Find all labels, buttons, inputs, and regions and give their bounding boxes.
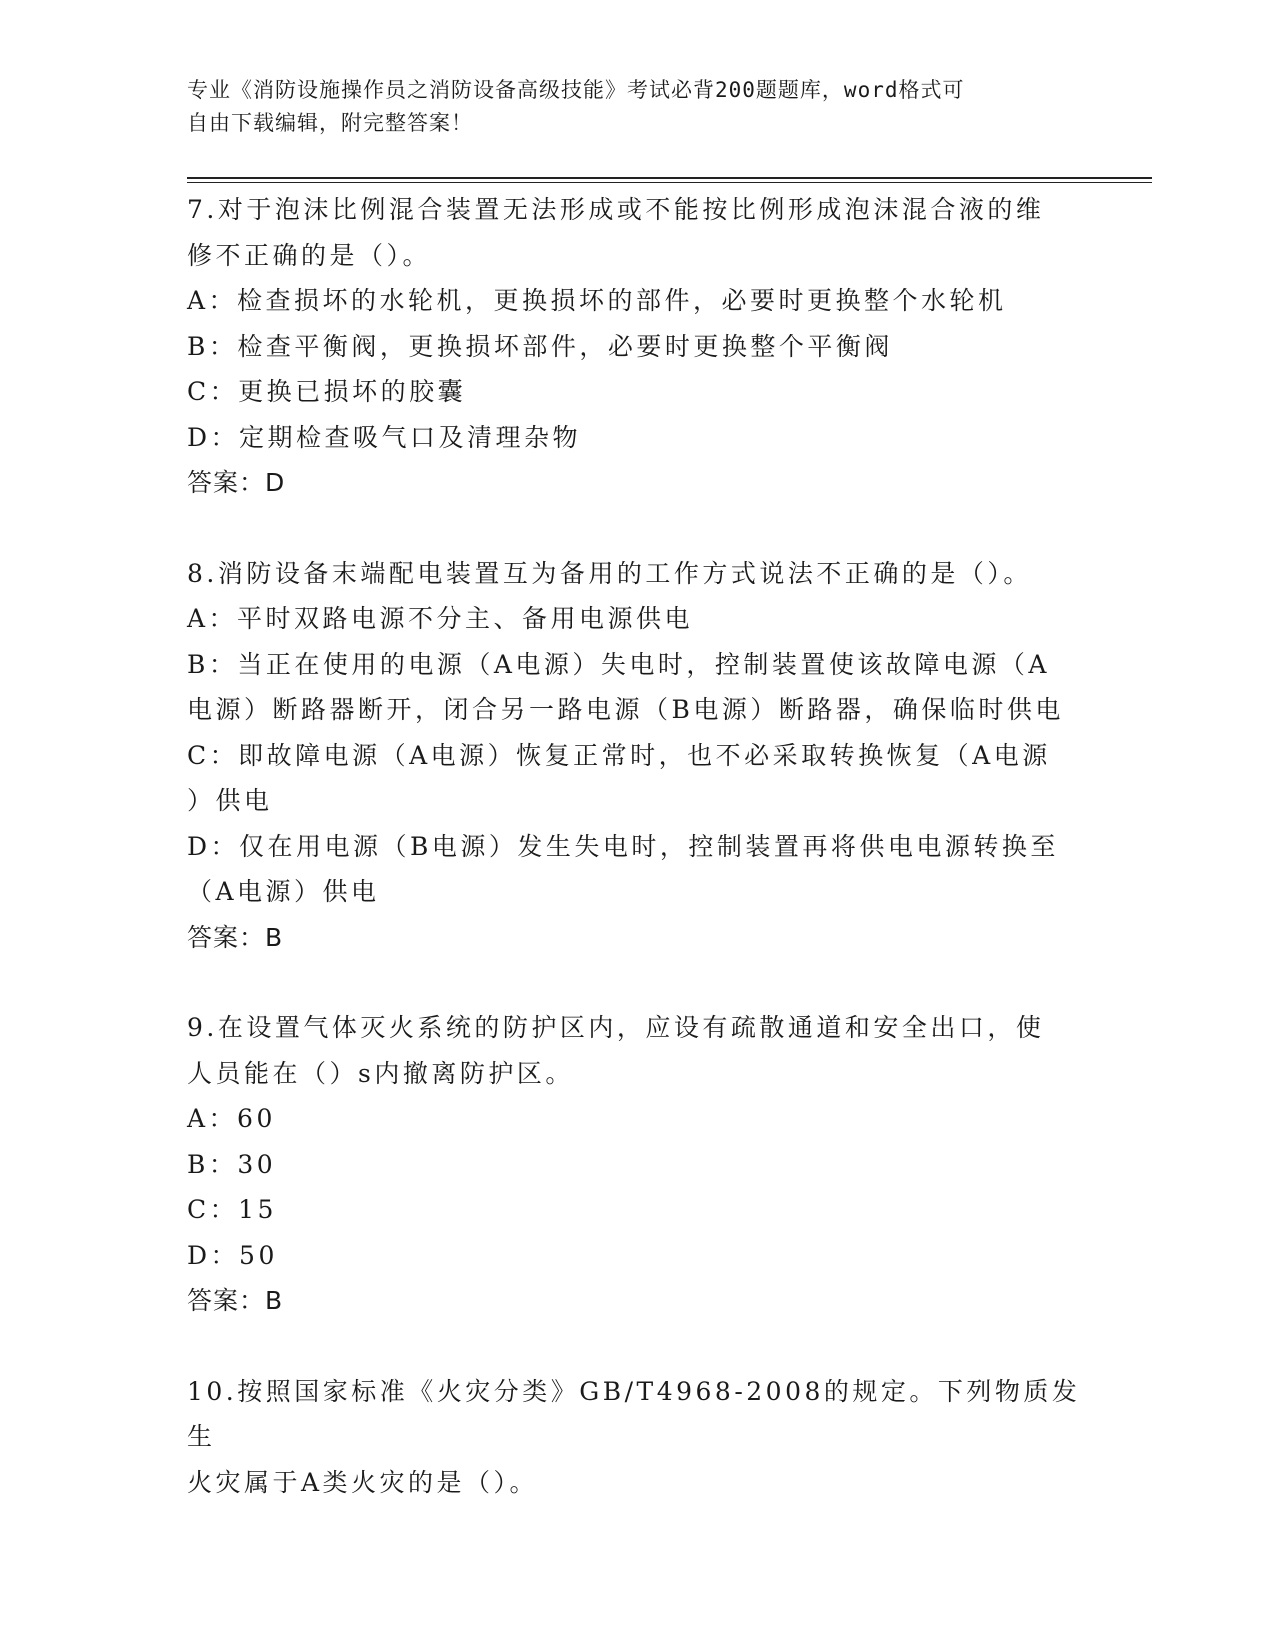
answer-text: 答案：B [187, 922, 284, 952]
question-spacer [187, 1324, 1087, 1369]
option-A [187, 278, 1087, 324]
option-A [187, 1096, 1087, 1142]
document-header [187, 74, 1067, 140]
option-line: A：检查损坏的水轮机，更换损坏的部件，必要时更换整个水轮机 [187, 286, 1007, 315]
header-divider-thin [187, 182, 1152, 183]
option-line: ）供电 [187, 786, 273, 815]
question-list [187, 187, 1087, 1505]
header-line-2: 自由下载编辑，附完整答案！ [187, 111, 473, 135]
option-line: 电源）断路器断开，闭合另一路电源（B电源）断路器，确保临时供电 [187, 695, 1064, 724]
question-stem-line: 人员能在（）s内撤离防护区。 [187, 1058, 574, 1088]
option-line: D：50 [187, 1240, 278, 1270]
option-line: C：15 [187, 1195, 277, 1224]
option-line: C：即故障电源（A电源）恢复正常时，也不必采取转换恢复（A电源 [187, 740, 1051, 770]
question-7 [187, 187, 1087, 506]
option-line: D：定期检查吸气口及清理杂物 [187, 422, 582, 452]
header-divider-thick [187, 177, 1152, 179]
question-9 [187, 1005, 1087, 1324]
question-stem-line: 修不正确的是（）。 [187, 240, 432, 270]
question-10 [187, 1369, 1087, 1506]
option-B [187, 324, 1087, 370]
option-line: （A电源）供电 [187, 877, 380, 906]
option-B [187, 642, 1087, 733]
option-C [187, 733, 1087, 824]
option-D [187, 824, 1087, 915]
option-line: A：60 [187, 1104, 276, 1133]
option-line: B：当正在使用的电源（A电源）失电时，控制装置使该故障电源（A [187, 649, 1050, 679]
option-C [187, 1187, 1087, 1233]
question-stem-line: 9.在设置气体灭火系统的防护区内，应设有疏散通道和安全出口，使 [187, 1013, 1045, 1042]
option-line: C：更换已损坏的胶囊 [187, 377, 467, 406]
option-line: A：平时双路电源不分主、备用电源供电 [187, 604, 694, 633]
answer-text: 答案：B [187, 1286, 284, 1315]
option-C [187, 369, 1087, 415]
option-D [187, 415, 1087, 461]
option-B [187, 1142, 1087, 1188]
question-stem-line: 火灾属于A类火灾的是（）。 [187, 1467, 539, 1497]
question-stem-line: 10.按照国家标准《火灾分类》GB/T4968-2008的规定。下列物质发生 [187, 1376, 1081, 1451]
option-line: D：仅在用电源（B电源）发生失电时，控制装置再将供电电源转换至 [187, 831, 1059, 861]
answer-text: 答案：D [187, 468, 286, 497]
question-spacer [187, 506, 1087, 551]
question-stem-line: 7.对于泡沫比例混合装置无法形成或不能按比例形成泡沫混合液的维 [187, 195, 1045, 224]
question-stem-line: 8.消防设备末端配电装置互为备用的工作方式说法不正确的是（）。 [187, 558, 1032, 588]
option-line: B：检查平衡阀，更换损坏部件，必要时更换整个平衡阀 [187, 331, 893, 361]
option-line: B：30 [187, 1149, 277, 1179]
option-D [187, 1233, 1087, 1279]
header-line-1: 专业《消防设施操作员之消防设备高级技能》考试必背200题题库，word格式可 [187, 78, 965, 102]
option-A [187, 596, 1087, 642]
question-8 [187, 551, 1087, 961]
question-spacer [187, 960, 1087, 1005]
